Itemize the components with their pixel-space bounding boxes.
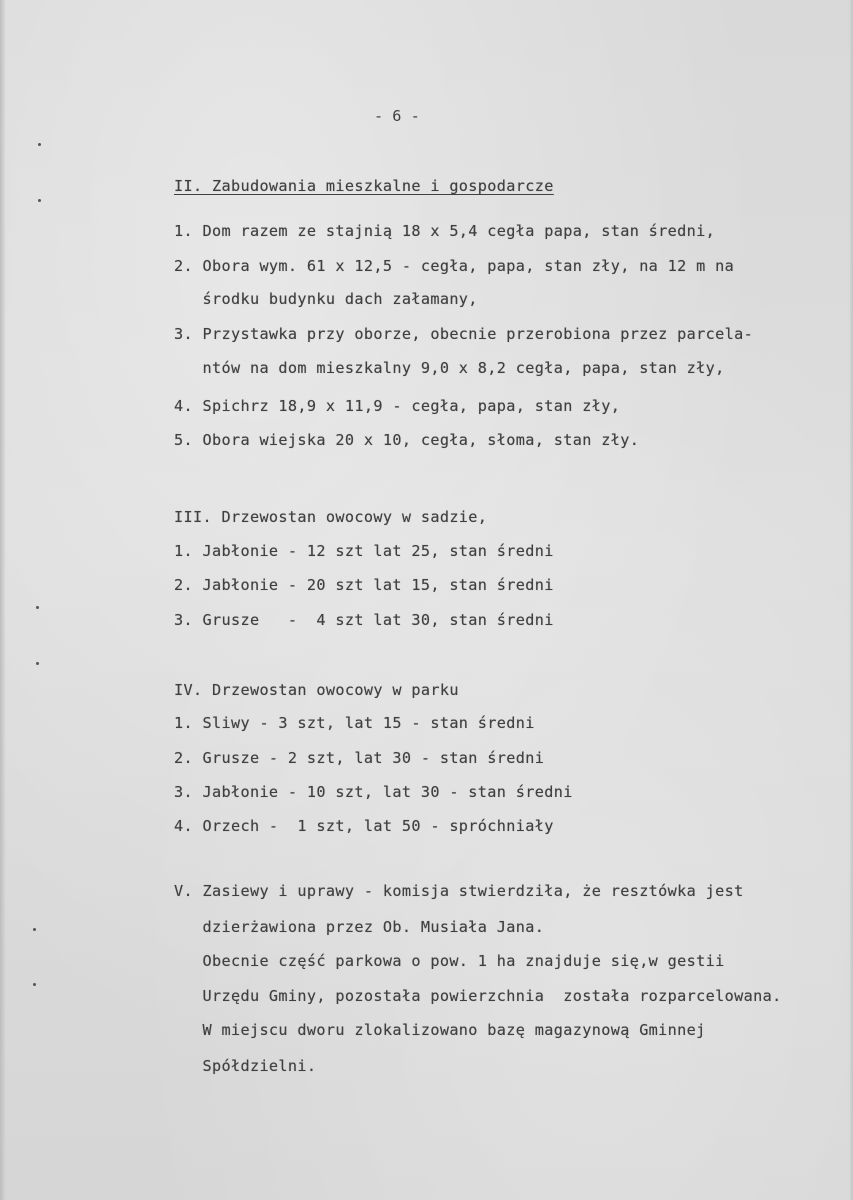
- section-iv-line: 1. Sliwy - 3 szt, lat 15 - stan średni: [174, 714, 535, 732]
- page-edge-left: [0, 0, 6, 1200]
- section-v-line: V. Zasiewy i uprawy - komisja stwierdziła, że resztówka jest: [174, 882, 744, 900]
- margin-dot: [36, 606, 39, 609]
- section-v-line: Obecnie część parkowa o pow. 1 ha znajduje się,w gestii: [174, 952, 725, 970]
- section-v-line: dzierżawiona przez Ob. Musiała Jana.: [174, 918, 545, 936]
- section-iv-line: 2. Grusze - 2 szt, lat 30 - stan średni: [174, 749, 545, 767]
- section-v-line: Urzędu Gminy, pozostała powierzchnia została rozparcelowana.: [174, 987, 782, 1005]
- section-ii-line: 1. Dom razem ze stajnią 18 x 5,4 cegła papa, stan średni,: [174, 222, 716, 240]
- section-v-line: W miejscu dworu zlokalizowano bazę magazynową Gminnej: [174, 1021, 706, 1039]
- margin-dot: [36, 662, 39, 665]
- margin-dot: [38, 199, 41, 202]
- section-iii-heading: III. Drzewostan owocowy w sadzie,: [174, 508, 488, 526]
- section-ii-line: 4. Spichrz 18,9 x 11,9 - cegła, papa, stan zły,: [174, 397, 621, 415]
- section-v-line: Spółdzielni.: [174, 1057, 317, 1075]
- section-ii-line: 3. Przystawka przy oborze, obecnie przerobiona przez parcela-: [174, 325, 754, 343]
- section-ii-line: ntów na dom mieszkalny 9,0 x 8,2 cegła, papa, stan zły,: [174, 359, 725, 377]
- section-ii-heading: II. Zabudowania mieszkalne i gospodarcze: [174, 177, 554, 195]
- section-iv-line: 4. Orzech - 1 szt, lat 50 - spróchniały: [174, 817, 554, 835]
- section-ii-line: środku budynku dach załamany,: [174, 290, 478, 308]
- section-ii-line: 5. Obora wiejska 20 x 10, cegła, słoma, stan zły.: [174, 431, 640, 449]
- margin-dot: [38, 143, 41, 146]
- page-edge-right: [849, 0, 853, 1200]
- section-ii-line: 2. Obora wym. 61 x 12,5 - cegła, papa, stan zły, na 12 m na: [174, 257, 735, 275]
- section-iv-line: 3. Jabłonie - 10 szt, lat 30 - stan średni: [174, 783, 573, 801]
- section-iv-heading: IV. Drzewostan owocowy w parku: [174, 681, 459, 699]
- section-iii-line: 2. Jabłonie - 20 szt lat 15, stan średni: [174, 576, 554, 594]
- section-iii-line: 3. Grusze - 4 szt lat 30, stan średni: [174, 611, 554, 629]
- page-number: - 6 -: [374, 107, 420, 125]
- margin-dot: [33, 983, 36, 986]
- margin-dot: [33, 928, 36, 931]
- section-iii-line: 1. Jabłonie - 12 szt lat 25, stan średni: [174, 542, 554, 560]
